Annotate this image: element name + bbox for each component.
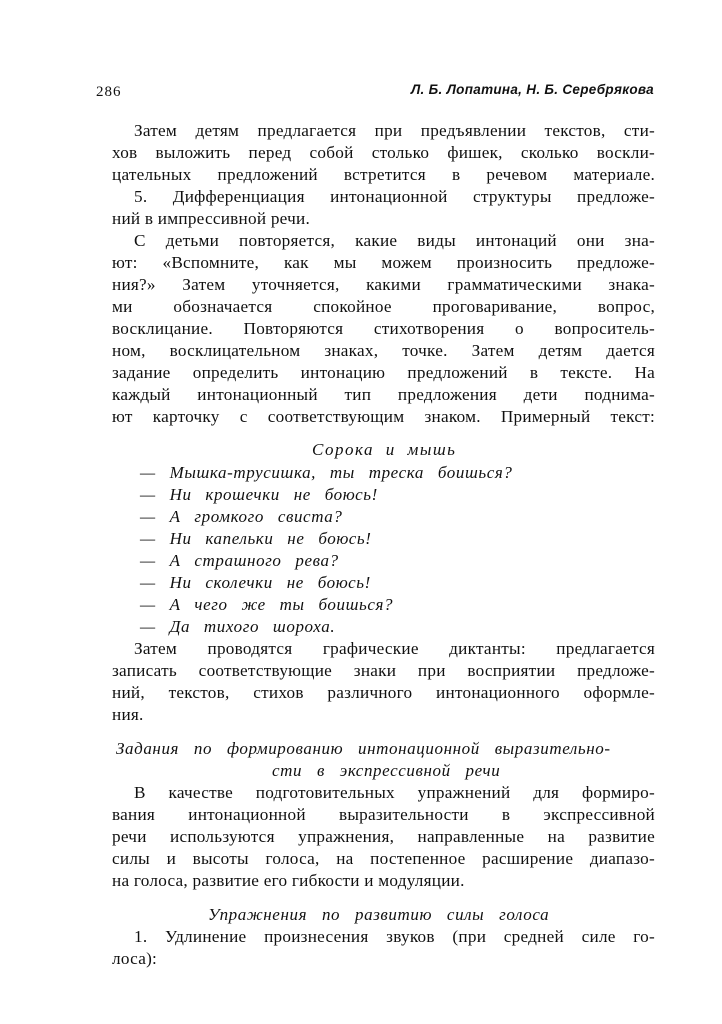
text-line: каждый интонационный тип предложения дети поднима- (112, 385, 655, 404)
text-line: ний, текстов, стихов различного интонационного оформле- (112, 683, 655, 702)
text-line: речи используются упражнения, направленные на развитие (112, 827, 655, 846)
text-line: 1. Удлинение произнесения звуков (при средней силе го- (134, 927, 655, 946)
page-number: 286 (96, 84, 122, 100)
text-line: ют карточку с соответствующим знаком. Примерный текст: (112, 407, 655, 426)
text-line: 5. Дифференциация интонационной структуры предложе- (134, 187, 655, 206)
text-line: ния?» Затем уточняется, какими грамматическими знака- (112, 275, 655, 294)
text-line: ний в импрессивной речи. (112, 209, 311, 228)
poem-line: — Ни сколечки не боюсь! (140, 573, 371, 592)
text-line: восклицание. Повторяются стихотворения о вопроситель- (112, 319, 655, 338)
text-line: Затем проводятся графические диктанты: предлагается (134, 639, 655, 658)
text-line: ном, восклицательном знаках, точке. Затем детям дается (112, 341, 655, 360)
text-line: С детьми повторяется, какие виды интонаций они зна- (134, 231, 655, 250)
text-line: на голоса, развитие его гибкости и модуляции. (112, 871, 465, 890)
poem-line: — Да тихого шороха. (140, 617, 336, 636)
section-heading: Задания по формированию интонационной выразительно- (116, 739, 611, 758)
text-line: В качестве подготовительных упражнений для формиро- (134, 783, 655, 802)
poem-line: — А чего же ты боишься? (140, 595, 394, 614)
text-line: ния. (112, 705, 144, 724)
subheading: Упражнения по развитию силы голоса (208, 905, 550, 924)
text-line: ми обозначается спокойное проговаривание, вопрос, (112, 297, 655, 316)
text-line: лоса): (112, 949, 158, 968)
running-head: Л. Б. Лопатина, Н. Б. Серебрякова (410, 82, 654, 97)
text-line: задание определить интонацию предложений в тексте. На (112, 363, 655, 382)
section-heading: сти в экспрессивной речи (272, 761, 501, 780)
poem-line: — А громкого свиста? (140, 507, 343, 526)
text-line: ют: «Вспомните, как мы можем произносить предложе- (112, 253, 655, 272)
text-line: Затем детям предлагается при предъявлении текстов, сти- (134, 121, 655, 140)
poem-title: Сорока и мышь (312, 440, 457, 459)
text-line: цательных предложений встретится в речевом материале. (112, 165, 655, 184)
poem-line: — Ни крошечки не боюсь! (140, 485, 378, 504)
text-line: записать соответствующие знаки при восприятии предложе- (112, 661, 655, 680)
poem-line: — А страшного рева? (140, 551, 339, 570)
poem-line: — Мышка-трусишка, ты треска боишься? (140, 463, 513, 482)
text-line: силы и высоты голоса, на постепенное расширение диапазо- (112, 849, 655, 868)
poem-line: — Ни капельки не боюсь! (140, 529, 372, 548)
text-line: хов выложить перед собой столько фишек, сколько воскли- (112, 143, 655, 162)
text-line: вания интонационной выразительности в экспрессивной (112, 805, 655, 824)
